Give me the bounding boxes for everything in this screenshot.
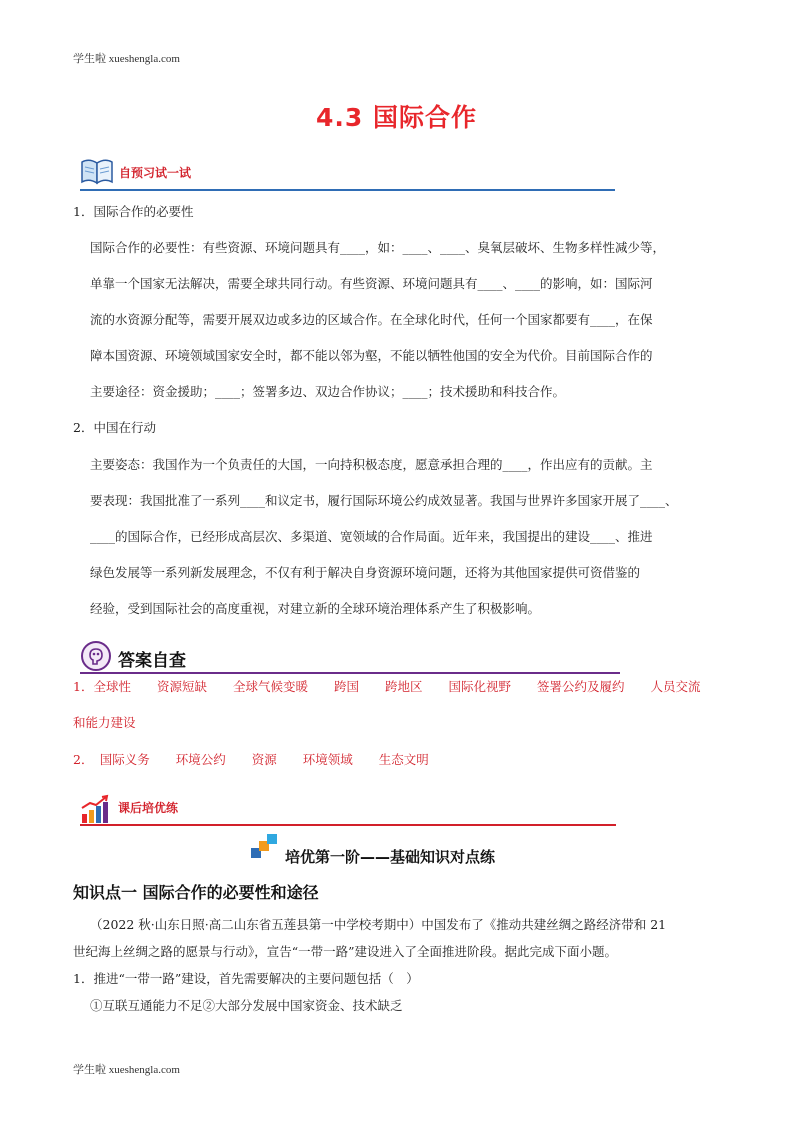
s1-line: 国际合作的必要性：有些资源、环境问题具有____，如：____、____、臭氧层破坏、生物多样性减少等， — [90, 240, 666, 255]
question-intro — [73, 911, 733, 965]
s2-heading: 2．中国在行动 — [73, 420, 156, 435]
s1-body — [90, 230, 730, 410]
s1-heading: 1．国际合作的必要性 — [73, 204, 194, 219]
s2-line: 经验，受到国际社会的高度重视，对建立新的全球环境治理体系产生了积极影响。 — [90, 601, 541, 616]
book-icon — [80, 156, 114, 186]
answers-row-1-cont: 和能力建设 — [73, 715, 136, 730]
answer-item: 人员交流 — [650, 679, 701, 694]
answer-item: 跨地区 — [384, 679, 423, 694]
answer-item: 跨国 — [333, 679, 359, 694]
answers-label: 答案自查 — [118, 651, 186, 671]
question-intro-line: （2022 秋·山东日照·高二山东省五莲县第一中学校考期中）中国发布了《推动共建丝绸之路经济带和 21 — [90, 917, 667, 932]
answer-item: 1．全球性 — [73, 679, 131, 694]
s1-line: 主要途径：资金援助；____；签署多边、双边合作协议；____；技术援助和科技合作。 — [90, 384, 566, 399]
question-1-options: ①互联互通能力不足②大部分发展中国家资金、技术缺乏 — [90, 998, 403, 1013]
header-site: 学生啦 xueshengla.com — [73, 53, 180, 65]
answer-item: 资源短缺 — [156, 679, 207, 694]
tier-title: 培优第一阶——基础知识对点练 — [285, 848, 496, 866]
question-1: 1．推进“一带一路”建设，首先需要解决的主要问题包括（ ） — [73, 971, 419, 986]
answer-item: 生态文明 — [378, 752, 429, 767]
after-rule — [80, 824, 616, 826]
answer-item: 环境领域 — [302, 752, 353, 767]
s2-line: 绿色发展等一系列新发展理念，不仅有利于解决自身资源环境问题，还将为其他国家提供可资借鉴的 — [90, 565, 641, 580]
page-title: 4.3 国际合作 — [316, 103, 477, 132]
s1-line: 障本国资源、环境领域国家安全时，都不能以邻为壑，不能以牺牲他国的安全为代价。目前国际合作的 — [90, 348, 653, 363]
answer-item: 全球气候变暖 — [232, 679, 308, 694]
answers-row-2 — [73, 742, 451, 778]
s2-body — [90, 447, 730, 627]
s2-line: ____的国际合作，已经形成高层次、多渠道、宽领域的合作局面。近年来，我国提出的建设____、推进 — [90, 529, 653, 544]
answer-brain-icon — [80, 640, 112, 672]
blocks-icon — [251, 834, 279, 860]
s1-line: 流的水资源分配等，需要开展双边或多边的区域合作。在全球化时代，任何一个国家都要有____，在保 — [90, 312, 653, 327]
question-intro-line: 世纪海上丝绸之路的愿景与行动》，宣告“一带一路”建设进入了全面推进阶段。据此完成下面小题。 — [73, 944, 618, 959]
kp1-title: 知识点一 国际合作的必要性和途径 — [73, 883, 319, 902]
answer-item: 2． 国际义务 — [73, 752, 150, 767]
answer-item: 签署公约及履约 — [536, 679, 625, 694]
preview-rule — [80, 189, 615, 191]
after-label: 课后培优练 — [118, 801, 179, 815]
preview-label: 自预习试一试 — [119, 166, 192, 180]
answer-item: 资源 — [251, 752, 277, 767]
footer-site: 学生啦 xueshengla.com — [73, 1064, 180, 1076]
s2-line: 要表现：我国批准了一系列____和议定书，履行国际环境公约成效显著。我国与世界许多国家开展了____、 — [90, 493, 678, 508]
answers-row-1 — [73, 669, 700, 705]
s2-line: 主要姿态：我国作为一个负责任的大国，一向持积极态度，愿意承担合理的____，作出应有的贡献。主 — [90, 457, 653, 472]
answer-item: 国际化视野 — [448, 679, 511, 694]
s1-line: 单靠一个国家无法解决，需要全球共同行动。有些资源、环境问题具有____、____的影响，如：国际河 — [90, 276, 653, 291]
answer-item: 环境公约 — [175, 752, 226, 767]
growth-chart-icon — [80, 794, 110, 824]
